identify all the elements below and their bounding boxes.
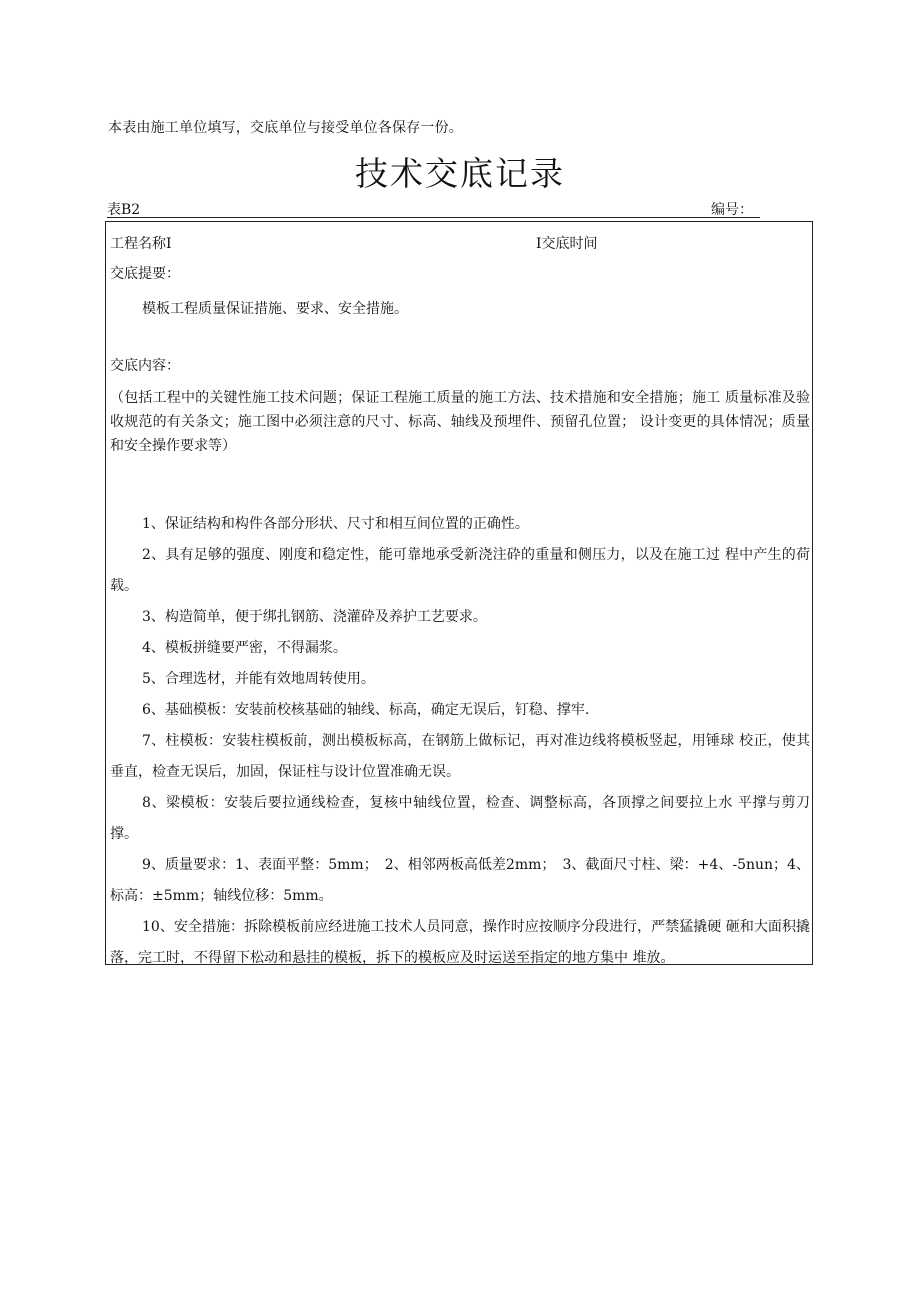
project-name-label: 工程名称I: [110, 236, 172, 252]
briefing-item: 9、质量要求：1、表面平整：5mm； 2、相邻两板高低差2mm； 3、截面尺寸柱、梁：+4、-5nun；4、标高：±5mm；轴线位移：5mm。: [110, 857, 810, 904]
form-meta-row: [107, 199, 760, 218]
content-label: 交底内容：: [110, 358, 180, 374]
briefing-items: [110, 509, 810, 974]
briefing-item: 3、构造简单，便于绑扎钢筋、浇灌砕及养护工艺要求。: [142, 609, 487, 625]
delivery-time-label: I交底时间: [536, 236, 598, 252]
form-code: 表B2: [107, 202, 141, 218]
summary-label: 交底提要：: [110, 266, 180, 282]
briefing-item: 6、基础模板：安装前校核基础的轴线、标高，确定无误后，钉稳、撑牢.: [142, 702, 590, 718]
document-title: 技术交底记录: [355, 154, 565, 193]
content-description: （包括工程中的关键性施工技术问题；保证工程施工质量的施工方法、技术措施和安全措施；施工 质量标准及验收规范的有关条文；施工图中必须注意的尺寸、标高、轴线及预埋件、预留孔位置； 设计变更的具体情况；质量和安全操作要求等）: [110, 390, 810, 454]
briefing-item: 1、保证结构和构件各部分形状、尺寸和相互间位置的正确性。: [142, 516, 529, 532]
briefing-item: 2、具有足够的强度、刚度和稳定性，能可靠地承受新浇注砕的重量和侧压力，以及在施工过 程中产生的荷载。: [110, 547, 810, 594]
briefing-item: 7、柱模板：安装柱模板前，测出模板标高，在钢筋上做标记，再对准边线将模板竖起，用锤球 校正，使其垂直，检查无误后，加固，保证柱与设计位置准确无误。: [110, 733, 810, 780]
briefing-item: 8、梁模板：安装后要拉通线检查，复核中轴线位置，检查、调整标高，各顶撑之间要拉上水 平撑与剪刀撑。: [110, 795, 810, 842]
briefing-item: 4、模板拼缝要严密，不得漏浆。: [142, 640, 347, 656]
retention-note: 本表由施工单位填写，交底单位与接受单位各保存一份。: [108, 120, 463, 136]
technical-briefing-record: [105, 221, 813, 965]
number-label: 编号：: [711, 202, 753, 218]
briefing-item: 5、合理选材，并能有效地周转使用。: [142, 671, 375, 687]
briefing-item: 10、安全措施：拆除模板前应经进施工技术人员同意，操作时应按顺序分段进行，严禁猛撬硬 砸和大面积撬落，完工时，不得留下松动和悬挂的模板，拆下的模板应及时运送至指定的地方集中 堆放。: [110, 919, 810, 966]
summary-text: 模板工程质量保证措施、要求、安全措施。: [142, 301, 408, 317]
